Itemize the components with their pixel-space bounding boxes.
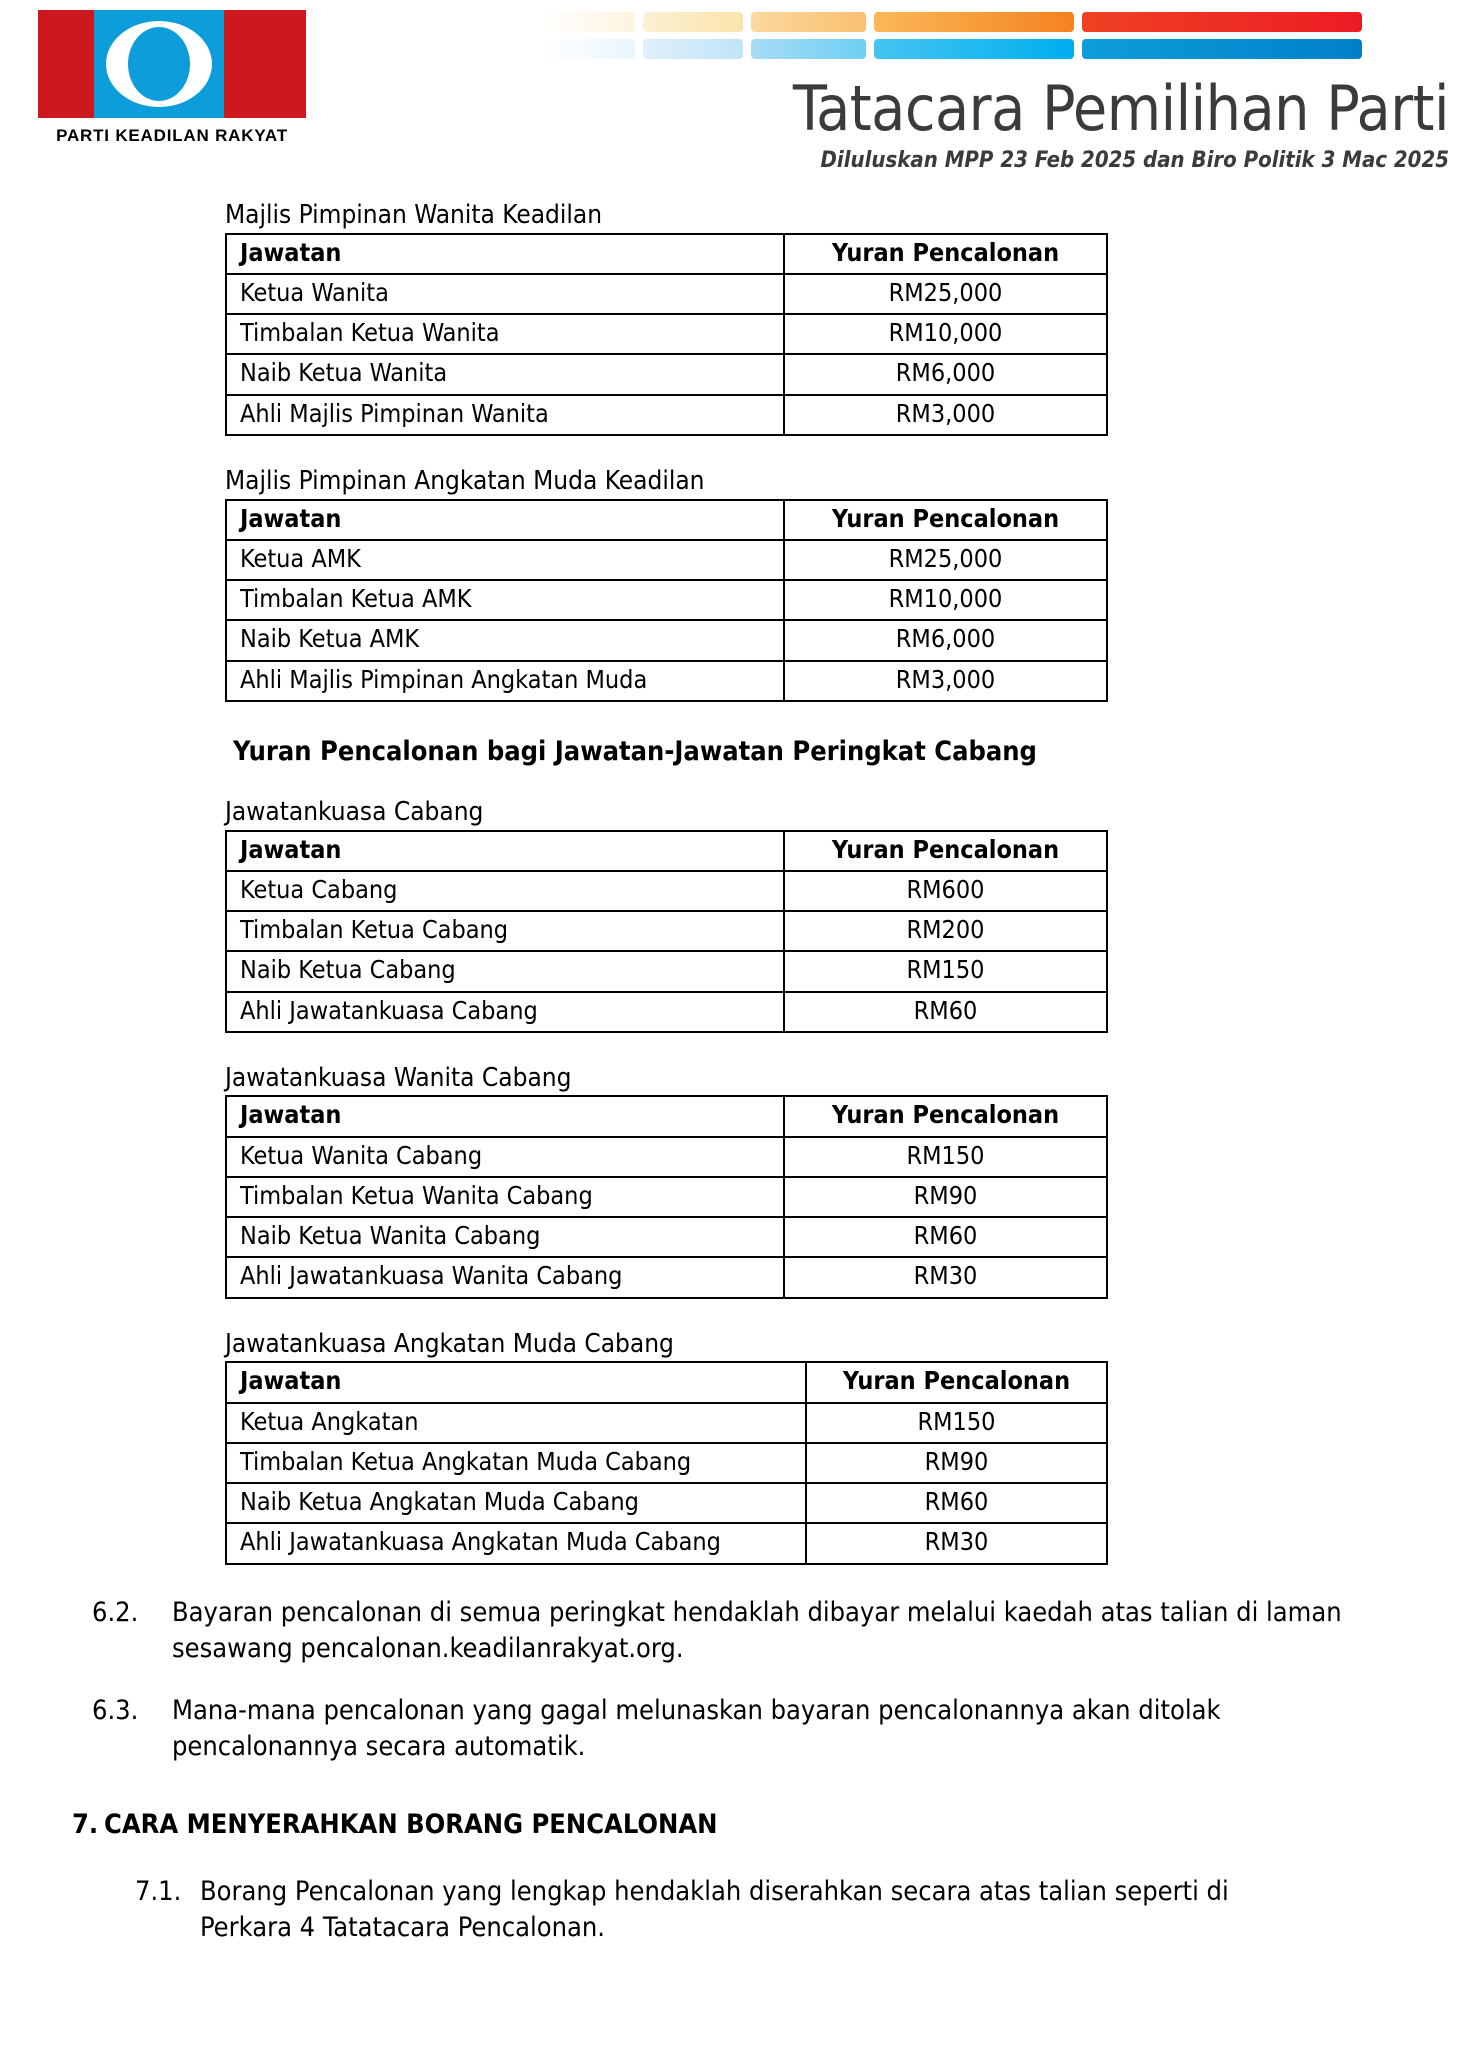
cell-fee: RM200 [784,911,1107,951]
column-header-jawatan: Jawatan [226,500,784,540]
column-header-jawatan: Jawatan [226,1362,806,1402]
cell-position: Ahli Jawatankuasa Wanita Cabang [226,1257,784,1297]
table-row [226,951,1107,991]
accent-bar-cool [540,39,1440,59]
cell-fee: RM25,000 [784,274,1107,314]
table-row [226,1257,1107,1297]
pkr-eye-pupil [128,27,190,101]
table-row [226,540,1107,580]
fee-table [225,1361,1108,1564]
cell-fee: RM60 [806,1483,1107,1523]
clause-7-1 [135,1874,1463,1946]
clause-number: 7.1. [135,1876,182,1908]
clause-text: Mana-mana pencalonan yang gagal melunaskan bayaran pencalonannya akan ditolak pencalonannya secara automatik. [172,1694,1221,1763]
accent-segment [540,39,635,59]
column-header-yuran: Yuran Pencalonan [784,500,1107,540]
cell-position: Ketua Wanita Cabang [226,1137,784,1177]
accent-segment [1082,12,1362,32]
column-header-jawatan: Jawatan [226,1096,784,1136]
section-number: 7. [72,1809,99,1841]
table-row [226,1523,1107,1563]
cell-fee: RM30 [784,1257,1107,1297]
table-row [226,314,1107,354]
clause-number: 6.3. [92,1694,139,1726]
pkr-flag-blue-band [94,10,224,118]
table-header-row [226,1362,1107,1402]
pkr-logo-caption: PARTI KEADILAN RAKYAT [56,126,288,145]
accent-segment [874,12,1074,32]
table-row [226,620,1107,660]
table-row [226,1483,1107,1523]
accent-segment [1082,39,1362,59]
page-header [0,0,1463,200]
page-subtitle: Diluluskan MPP 23 Feb 2025 dan Biro Politik 3 Mac 2025 [820,148,1449,173]
section-title: CARA MENYERAHKAN BORANG PENCALONAN [104,1809,718,1841]
cell-fee: RM150 [784,951,1107,991]
cell-fee: RM10,000 [784,314,1107,354]
page-title: Tatacara Pemilihan Parti [792,72,1449,145]
accent-bar-warm [540,12,1440,32]
header-accent-bars [540,12,1440,66]
table-header-row [226,1096,1107,1136]
cell-position: Timbalan Ketua Angkatan Muda Cabang [226,1443,806,1483]
column-header-jawatan: Jawatan [226,831,784,871]
cell-position: Timbalan Ketua AMK [226,580,784,620]
accent-segment [751,12,866,32]
table-caption: Jawatankuasa Angkatan Muda Cabang [225,1328,674,1359]
accent-segment [643,39,743,59]
table-row [226,911,1107,951]
accent-segment [540,12,635,32]
fee-table-block [225,466,1463,702]
cell-position: Ketua Cabang [226,871,784,911]
cell-position: Ahli Majlis Pimpinan Angkatan Muda [226,661,784,701]
pkr-eye-icon [106,21,212,107]
table-row [226,992,1107,1032]
clause-number: 6.2. [92,1596,139,1628]
fee-table [225,1095,1108,1298]
cell-fee: RM60 [784,1217,1107,1257]
clause-6-3 [92,1693,1463,1765]
section-heading-block [225,736,1463,767]
cell-position: Naib Ketua Cabang [226,951,784,991]
cell-position: Ketua Angkatan [226,1403,806,1443]
table-caption: Jawatankuasa Cabang [225,796,484,827]
table-row [226,1177,1107,1217]
fee-table [225,499,1108,702]
cell-fee: RM90 [806,1443,1107,1483]
fee-table [225,233,1108,436]
cell-position: Timbalan Ketua Cabang [226,911,784,951]
table-header-row [226,234,1107,274]
cell-position: Timbalan Ketua Wanita Cabang [226,1177,784,1217]
table-row [226,1137,1107,1177]
accent-segment [874,39,1074,59]
clause-6-2 [92,1595,1463,1667]
table-caption: Jawatankuasa Wanita Cabang [225,1062,572,1093]
document-body [0,200,1463,1947]
table-header-row [226,500,1107,540]
table-row [226,1443,1107,1483]
section-heading: Yuran Pencalonan bagi Jawatan-Jawatan Peringkat Cabang [233,735,1037,767]
fee-table-block [225,200,1463,436]
cell-fee: RM150 [784,1137,1107,1177]
table-row [226,395,1107,435]
cell-fee: RM3,000 [784,661,1107,701]
cell-fee: RM90 [784,1177,1107,1217]
table-row [226,1403,1107,1443]
table-row [226,580,1107,620]
table-caption: Majlis Pimpinan Angkatan Muda Keadilan [225,465,705,496]
accent-segment [751,39,866,59]
cell-position: Ahli Jawatankuasa Angkatan Muda Cabang [226,1523,806,1563]
clause-text: Borang Pencalonan yang lengkap hendaklah diserahkan secara atas talian seperti di Perkara 4 Tatatacara Pencalonan. [200,1876,1229,1944]
fee-table-block [225,1063,1463,1299]
cell-position: Naib Ketua AMK [226,620,784,660]
cell-position: Timbalan Ketua Wanita [226,314,784,354]
cell-fee: RM60 [784,992,1107,1032]
table-row [226,274,1107,314]
column-header-jawatan: Jawatan [226,234,784,274]
section-7-heading [72,1809,1463,1840]
cell-fee: RM3,000 [784,395,1107,435]
column-header-yuran: Yuran Pencalonan [784,1096,1107,1136]
fee-table [225,830,1108,1033]
table-row [226,354,1107,394]
accent-segment [643,12,743,32]
cell-position: Ahli Majlis Pimpinan Wanita [226,395,784,435]
column-header-yuran: Yuran Pencalonan [784,831,1107,871]
cell-position: Ketua Wanita [226,274,784,314]
cell-fee: RM6,000 [784,354,1107,394]
table-header-row [226,831,1107,871]
fee-table-block [225,797,1463,1033]
column-header-yuran: Yuran Pencalonan [784,234,1107,274]
cell-position: Naib Ketua Wanita Cabang [226,1217,784,1257]
cell-fee: RM6,000 [784,620,1107,660]
pkr-logo [28,8,328,168]
clause-text: Bayaran pencalonan di semua peringkat hendaklah dibayar melalui kaedah atas talian di laman sesawang pencalonan.keadilanrakyat.org. [172,1596,1342,1664]
fee-table-block [225,1329,1463,1565]
cell-fee: RM30 [806,1523,1107,1563]
cell-position: Naib Ketua Angkatan Muda Cabang [226,1483,806,1523]
table-row [226,1217,1107,1257]
cell-fee: RM150 [806,1403,1107,1443]
cell-fee: RM25,000 [784,540,1107,580]
cell-fee: RM600 [784,871,1107,911]
cell-position: Ahli Jawatankuasa Cabang [226,992,784,1032]
cell-fee: RM10,000 [784,580,1107,620]
pkr-flag-icon [36,8,308,120]
cell-position: Ketua AMK [226,540,784,580]
column-header-yuran: Yuran Pencalonan [806,1362,1107,1402]
table-row [226,661,1107,701]
table-row [226,871,1107,911]
table-caption: Majlis Pimpinan Wanita Keadilan [225,200,603,230]
cell-position: Naib Ketua Wanita [226,354,784,394]
